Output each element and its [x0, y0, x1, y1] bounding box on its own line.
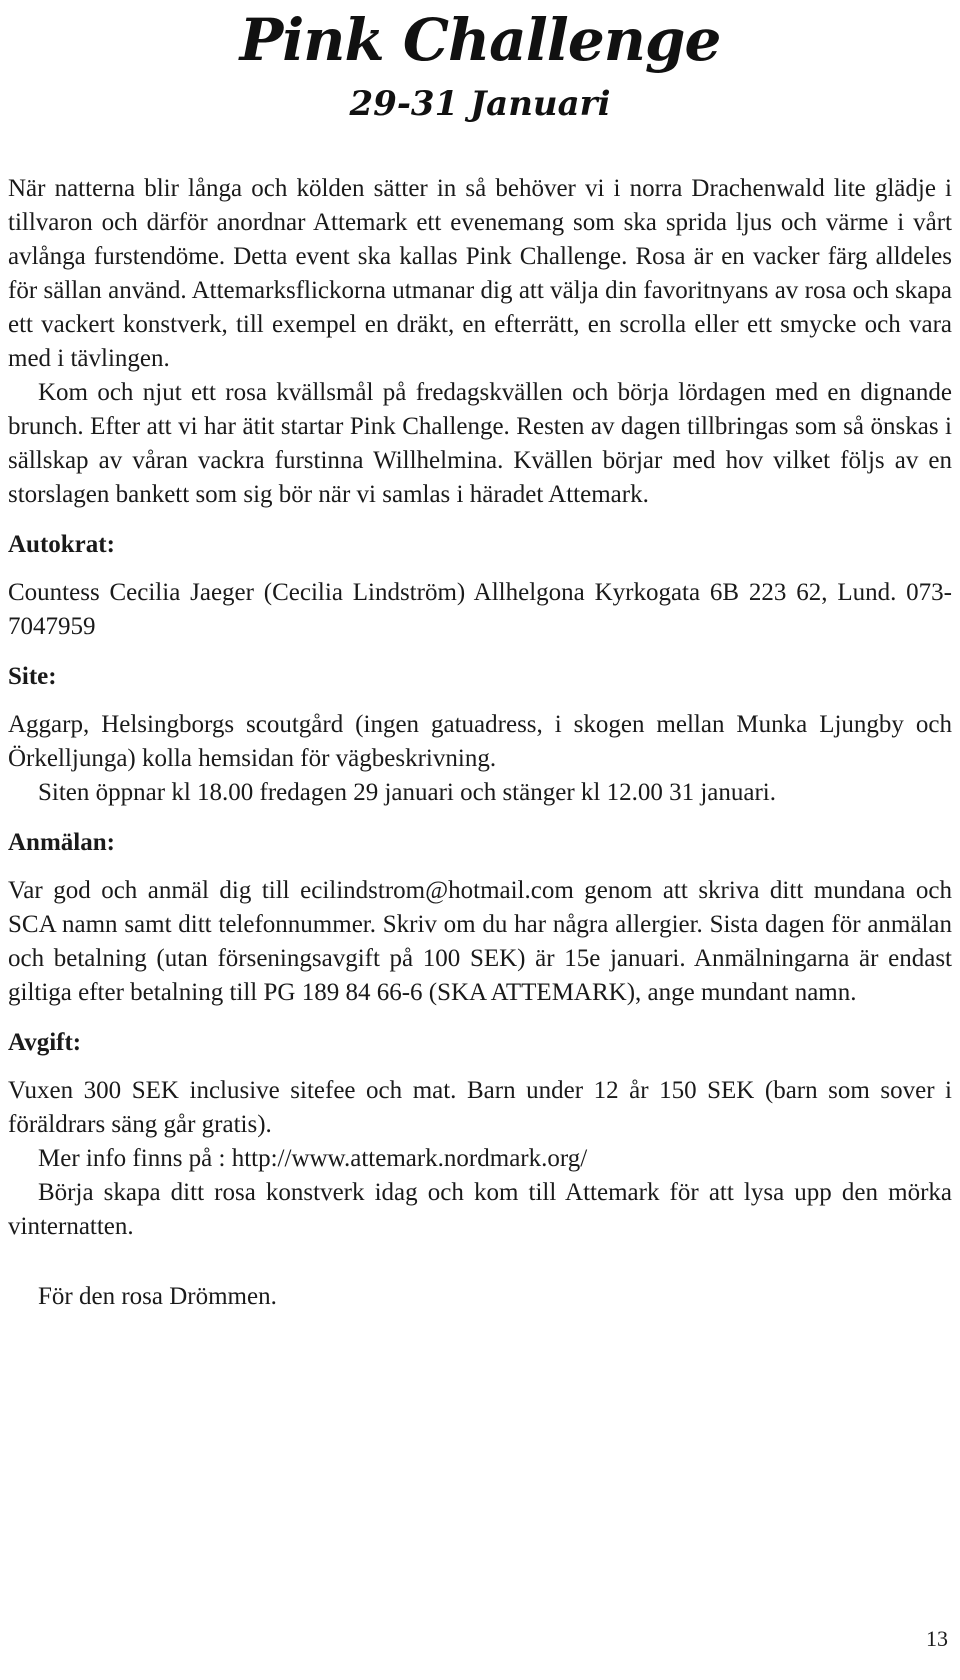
intro-paragraph-1: När natterna blir långa och kölden sätter in så behöver vi i norra Drachenwald lite glädje i tillvaron och därför anordnar Attemark ett evenemang som ska sprida ljus och värme i vårt avlånga furstendöme. Detta event ska kallas Pink Challenge. Rosa är en vacker färg alldeles för sällan använd. Attemarksflickorna utmanar dig att välja din favoritnyans av rosa och skapa ett vackert konstverk, till exempel en dräkt, en efterrätt, en scrolla eller ett smycke och vara med i tävlingen.: [8, 175, 952, 372]
autokrat-heading: Autokrat:: [8, 531, 115, 558]
event-date: 29-31 Januari: [349, 84, 611, 124]
autokrat-text: Countess Cecilia Jaeger (Cecilia Lindström) Allhelgona Kyrkogata 6B 223 62, Lund. 073-7047959: [8, 579, 952, 640]
site-hours: Siten öppnar kl 18.00 fredagen 29 januari och stänger kl 12.00 31 januari.: [38, 779, 777, 806]
page-number: 13: [926, 1626, 948, 1651]
document-body: [8, 172, 952, 1314]
avgift-heading: Avgift:: [8, 1029, 82, 1056]
closing-line: För den rosa Drömmen.: [38, 1283, 277, 1310]
page-title: Pink Challenge: [239, 6, 721, 74]
site-text: Aggarp, Helsingborgs scoutgård (ingen gatuadress, i skogen mellan Munka Ljungby och Örkelljunga) kolla hemsidan för vägbeskrivning.: [8, 711, 952, 772]
document-page: [8, 0, 952, 1680]
site-heading: Site:: [8, 663, 57, 690]
anmalan-text: Var god och anmäl dig till ecilindstrom@hotmail.com genom att skriva ditt mundana och SCA namn samt ditt telefonnummer. Skriv om du har några allergier. Sista dagen för anmälan och betalning (utan förseningsavgift på 100 SEK) är 15e januari. Anmälningarna är endast giltiga efter betalning till PG 189 84 66-6 (SKA ATTEMARK), ange mundant namn.: [8, 877, 952, 1006]
avgift-text: Vuxen 300 SEK inclusive sitefee och mat. Barn under 12 år 150 SEK (barn som sover i föräldrars säng går gratis).: [8, 1077, 952, 1138]
more-info-text: Mer info finns på : http://www.attemark.nordmark.org/: [38, 1145, 588, 1172]
intro-paragraph-2: Kom och njut ett rosa kvällsmål på fredagskvällen och börja lördagen med en dignande brunch. Efter att vi har ätit startar Pink Challenge. Resten av dagen tillbringas som så önskas i sällskap av våran vackra furstinna Willhelmina. Kvällen börjar med hov vilket följs av en storslagen bankett som sig bör när vi samlas i häradet Attemark.: [8, 379, 952, 508]
invite-text: Börja skapa ditt rosa konstverk idag och kom till Attemark för att lysa upp den mörka vinternatten.: [8, 1179, 952, 1240]
anmalan-heading: Anmälan:: [8, 829, 115, 856]
